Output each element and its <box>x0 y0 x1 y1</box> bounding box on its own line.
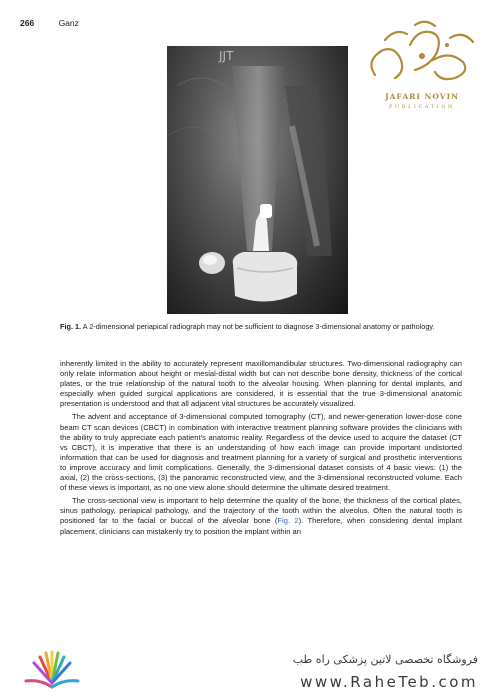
paragraph-1: inherently limited in the ability to accurately represent maxillomandibular structures. Two-dimensional radiography can only relate information about height or mesial-distal width but can not describe bone density, thickness of the cortical plates, or the true relationship of the natural tooth to the alveolar housing. When planning for dental implants, and especially when guided surgical applications are considered, it is essential that the true 3-dimensional anatomic presentation is understood and that all adjacent vital structures be accurately visualized. <box>60 359 462 409</box>
film-marker-text: JJT <box>219 49 234 63</box>
page-header <box>20 18 79 28</box>
figure-2-link[interactable]: Fig. 2 <box>277 516 299 526</box>
footer-watermark <box>0 643 500 700</box>
open-book-icon <box>22 649 82 691</box>
jafari-novin-logo <box>355 20 485 130</box>
logo-subtitle: PUBLICATION <box>388 104 455 110</box>
figure-label: Fig. 1. <box>60 322 82 331</box>
paragraph-3-end: ). Therefore, when considering dental implant placement, clinicians can mistakenly try to position the implant within an <box>60 516 462 536</box>
figure-caption-text: A 2-dimensional periapical radiograph may not be sufficient to diagnose 3-dimensional anatomy or pathology. <box>81 322 435 331</box>
footer-persian-text: فروشگاه تخصصی لاتین پزشکی راه طب <box>292 653 478 666</box>
footer-url[interactable]: www.RaheTeb.com <box>300 673 478 691</box>
logo-name: JAFARI NOVIN <box>385 92 459 101</box>
page-number: 266 <box>20 18 35 28</box>
figure-caption <box>60 322 460 332</box>
dental-radiograph-image <box>167 46 348 314</box>
running-head: Ganz <box>58 18 79 28</box>
paragraph-2: The advent and acceptance of 3-dimensional computed tomography (CT), and newer-generation lower-dose cone beam CT scan devices (CBCT) in combination with interactive treatment planning software provides the clinicians with the ability to truly appreciate each patient’s anatomic reality. Regardless of the device used to acquire the dataset (CT vs CBCT), it is imperative that there is an understanding of how each image can provide important undistorted information that can be used for diagnosis and treatment planning for a variety of surgical and prosthetic interventions to improve accuracy and limit complications. Generally, the 3-dimensional dataset consists of 4 basic views: (1) the axial, (2) the cross-sections, (3) the panoramic reconstructed view, and the 3-dimensional reconstructed volume. Each of these views is important, as no one view alone should determine the ultimate desired treatment. <box>60 412 462 493</box>
paragraph-3 <box>60 496 462 536</box>
body-text <box>60 359 462 537</box>
bottom-fade <box>0 605 500 645</box>
calligraphy-logo-icon <box>355 20 485 95</box>
paragraph-3-start: The cross-sectional view is important to help determine the quality of the bone, the thickness of the cortical plates, sinus pathology, periapical pathology, and the trajectory of the tooth within the alveolus. Often the natural tooth is positioned far to the facial or buccal of the alveolar bone ( <box>60 496 462 526</box>
